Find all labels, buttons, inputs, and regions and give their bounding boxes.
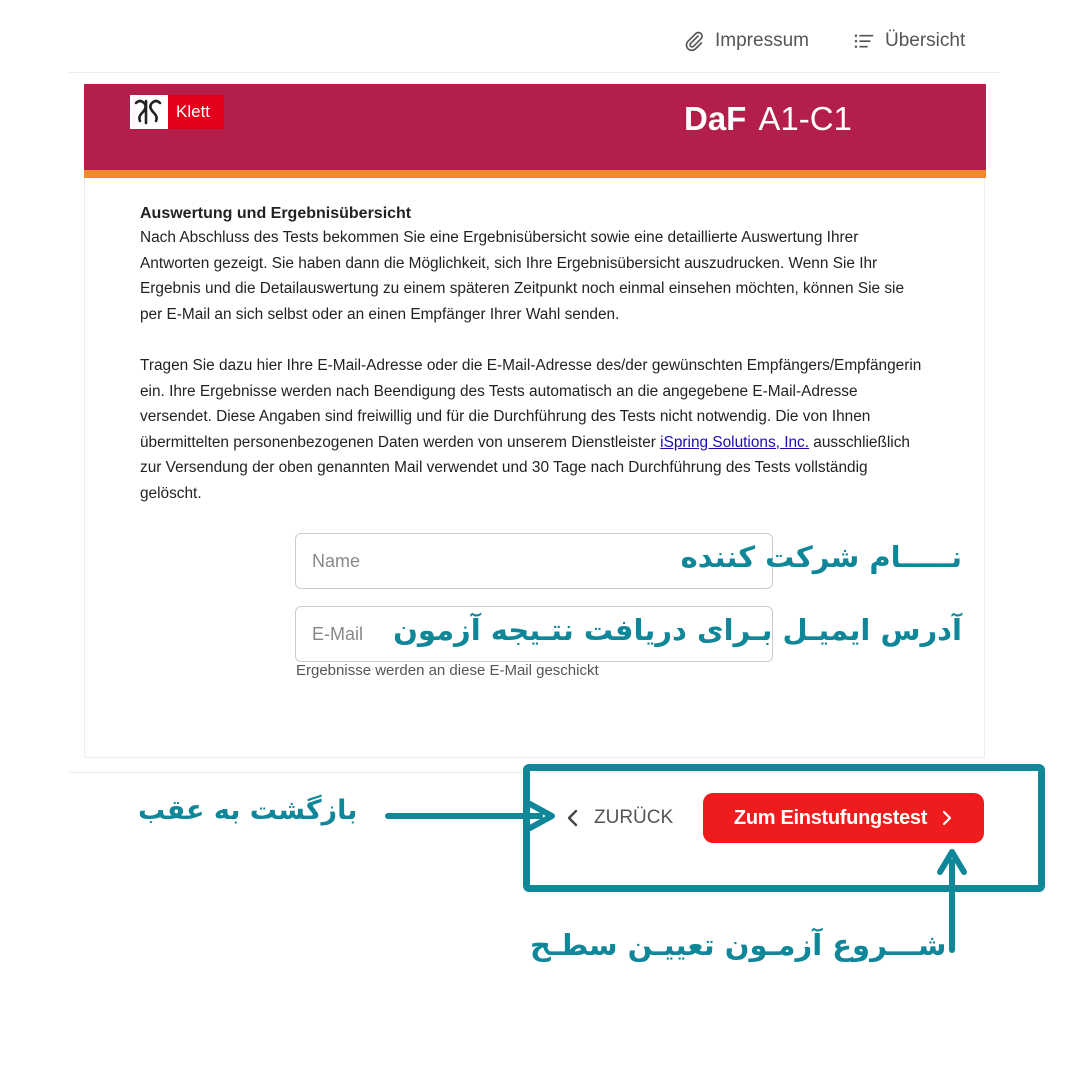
klett-logo-text: Klett: [168, 95, 224, 129]
paragraph-2-text-end: ausschließlich zur Versendung der oben genannten Mail verwendet und 30 Tage nach Durchführung des Tests vollständig gelöscht.: [140, 433, 910, 502]
paragraph-1: Nach Abschluss des Tests bekommen Sie eine Ergebnisübersicht sowie eine detaillierte Auswertung Ihrer Antworten gezeigt. Sie haben dann die Möglichkeit, sich Ihre Ergebnisübersicht auszudrucken. Wenn Sie Ihr Ergebnis und die Detailauswertung zu einem späteren Zeitpunkt noch einmal einsehen möchten, können Sie sie per E-Mail an sich selbst oder an einen Empfänger Ihrer Wahl senden.: [140, 229, 905, 323]
annotation-start: شـــروع آزمـون تعییـن سطـح: [530, 928, 947, 962]
impressum-label: Impressum: [715, 30, 809, 51]
uebersicht-label: Übersicht: [885, 30, 966, 51]
product-levels: A1-C1: [758, 100, 852, 137]
annotation-back: بازگشت به عقب: [138, 795, 358, 826]
paragraph-2-text: Tragen Sie dazu hier Ihre E-Mail-Adresse oder die E-Mail-Adresse des/der gewünschten Empfängers/Empfängerin ein. Ihre Ergebnisse werden nach Beendigung des Tests automatisch an die angegebene E-Mail-Adresse versendet. Diese Angaben sind freiwillig und für die Durchführung des Tests nicht notwendig. Die von Ihnen übermittelten personenbezogenen Daten werden von unserem Dienstleister: [140, 357, 922, 451]
start-test-label: Zum Einstufungstest: [733, 806, 928, 829]
back-button-label: ZURÜCK: [594, 807, 674, 828]
annotation-email: آدرس ایمیـل بـرای دریافت نتـیجه آزمون: [393, 613, 962, 647]
arrow-to-start-icon: [940, 852, 964, 950]
arrow-to-back-icon: [388, 804, 552, 828]
section-heading: Auswertung und Ergebnisübersicht: [140, 205, 412, 222]
ispring-link[interactable]: iSpring Solutions, Inc.: [660, 433, 810, 451]
product-bold: DaF: [684, 100, 747, 137]
email-hint: Ergebnisse werden an diese E-Mail geschickt: [296, 662, 599, 679]
annotation-name: نـــــام شرکت کننده: [680, 540, 962, 574]
